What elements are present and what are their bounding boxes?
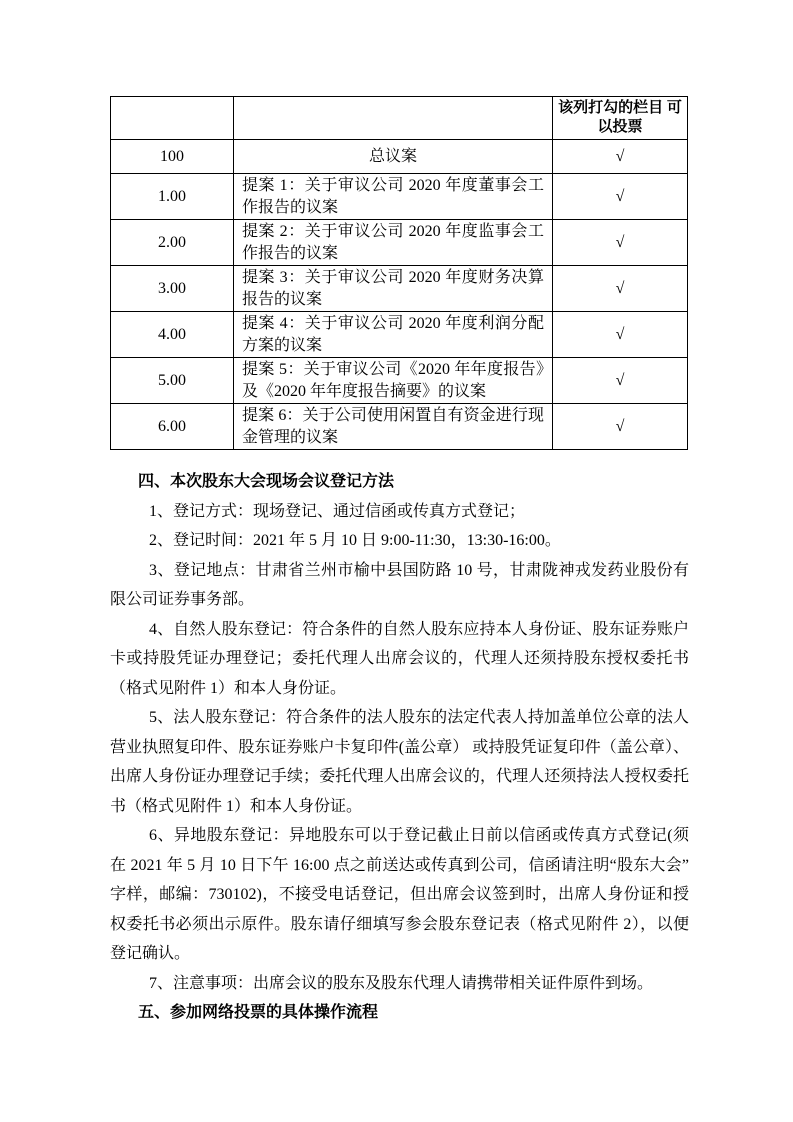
table-header-row — [111, 97, 688, 140]
proposal-code: 1.00 — [111, 174, 234, 220]
section-heading: 五、参加网络投票的具体操作流程 — [138, 1004, 379, 1021]
proposal-code: 100 — [111, 140, 234, 174]
proposal-code: 4.00 — [111, 312, 234, 358]
proposal-title: 提案 4：关于审议公司 2020 年度利润分配方案的议案 — [234, 312, 553, 358]
table-row — [111, 174, 688, 220]
document-paragraph: 4、自然人股东登记：符合条件的自然人股东应持本人身份证、股东证券账户卡或持股凭证办理登记；委托代理人出席会议的，代理人还须持股东授权委托书（格式见附件 1）和本人身份证。 — [110, 620, 689, 697]
proposal-title: 提案 6：关于公司使用闲置自有资金进行现金管理的议案 — [234, 404, 553, 450]
document-paragraph: 3、登记地点：甘肃省兰州市榆中县国防路 10 号，甘肃陇神戎发药业股份有限公司证券事务部。 — [110, 561, 689, 608]
registration-section — [110, 467, 689, 1028]
vote-checkmark: √ — [553, 312, 688, 358]
table-row — [111, 358, 688, 404]
proposal-title: 提案 3：关于审议公司 2020 年度财务决算报告的议案 — [234, 266, 553, 312]
document-paragraph: 7、注意事项：出席会议的股东及股东代理人请携带相关证件原件到场。 — [149, 974, 654, 992]
header-vote-column: 该列打勾的栏目 可以投票 — [553, 97, 688, 140]
table-row — [111, 266, 688, 312]
proposal-table-body — [111, 140, 688, 450]
table-row — [111, 140, 688, 174]
proposal-code: 3.00 — [111, 266, 234, 312]
proposal-code: 2.00 — [111, 220, 234, 266]
document-paragraph: 2、登记时间：2021 年 5 月 10 日 9:00-11:30，13:30-16:00。 — [149, 532, 561, 549]
document-paragraph: 1、登记方式：现场登记、通过信函或传真方式登记； — [149, 502, 526, 520]
vote-checkmark: √ — [553, 404, 688, 450]
proposal-title: 总议案 — [234, 140, 553, 174]
vote-checkmark: √ — [553, 140, 688, 174]
proposal-voting-table — [110, 96, 688, 450]
vote-checkmark: √ — [553, 220, 688, 266]
header-proposal-column — [234, 97, 553, 140]
header-code-column — [111, 97, 234, 140]
vote-checkmark: √ — [553, 174, 688, 220]
proposal-title: 提案 1：关于审议公司 2020 年度董事会工作报告的议案 — [234, 174, 553, 220]
vote-checkmark: √ — [553, 358, 688, 404]
proposal-title: 提案 5：关于审议公司《2020 年年度报告》及《2020 年年度报告摘要》的议案 — [234, 358, 553, 404]
table-row — [111, 312, 688, 358]
document-paragraph: 6、异地股东登记：异地股东可以于登记截止日前以信函或传真方式登记(须在 2021 年 5 月 10 日下午 16:00 点之前送达或传真到公司，信函请注明“股东大会”字样，邮编：730102)，不接受电话登记，但出席会议签到时，出席人身份证和授权委托书必须出示原件。股东请仔细填写参会股东登记表（格式见附件 2），以便登记确认。 — [110, 827, 689, 962]
document-paragraph: 5、法人股东登记：符合条件的法人股东的法定代表人持加盖单位公章的法人营业执照复印件、股东证券账户卡复印件(盖公章） 或持股凭证复印件（盖公章）、出席人身份证办理登记手续；委托代理人出席会议的，代理人还须持法人授权委托书（格式见附件 1）和本人身份证。 — [110, 709, 689, 815]
proposal-title: 提案 2：关于审议公司 2020 年度监事会工作报告的议案 — [234, 220, 553, 266]
table-row — [111, 404, 688, 450]
proposal-code: 6.00 — [111, 404, 234, 450]
proposal-code: 5.00 — [111, 358, 234, 404]
vote-checkmark: √ — [553, 266, 688, 312]
table-row — [111, 220, 688, 266]
section-heading: 四、本次股东大会现场会议登记方法 — [138, 473, 395, 490]
